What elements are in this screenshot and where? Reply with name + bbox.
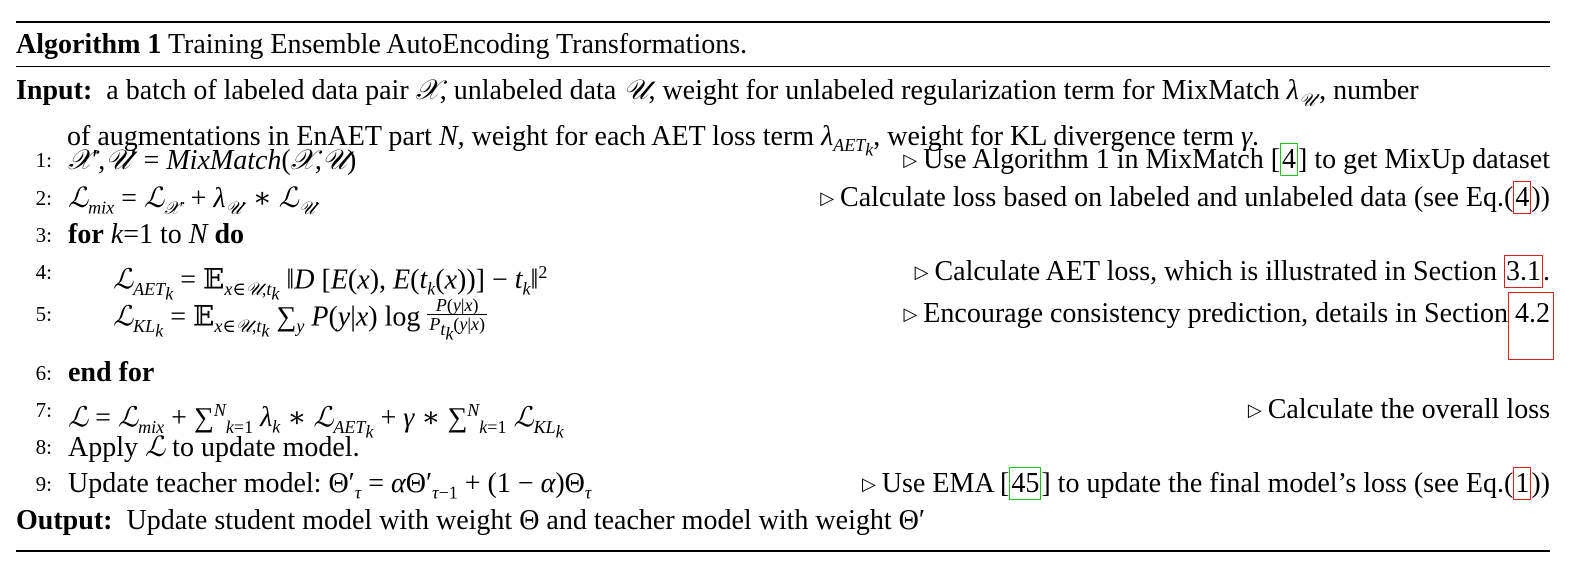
input-text: , unlabeled data [439, 75, 617, 106]
comment-triangle-icon: ▷ [1247, 400, 1262, 420]
comment-triangle-icon: ▷ [861, 474, 876, 494]
step-end-for: end for [68, 357, 155, 388]
equation-link[interactable]: 1 [1515, 468, 1530, 499]
comment-triangle-icon: ▷ [903, 304, 918, 324]
comment-triangle-icon: ▷ [903, 150, 918, 170]
algorithm-step [0, 142, 1594, 178]
line-number: 5: [35, 302, 52, 326]
caption-rule [16, 66, 1550, 67]
line-number: 3: [35, 223, 52, 247]
step-comment: ▷ Use Algorithm 1 in MixMatch [4] to get MixUp dataset [903, 144, 1550, 175]
math-N: N [438, 120, 458, 152]
input-text: , weight for unlabeled regularization term for MixMatch [648, 75, 1280, 106]
section-link[interactable]: 4.2 [1515, 298, 1550, 329]
step-comment: ▷ Use EMA [45] to update the final model’s loss (see Eq.(1)) [861, 468, 1550, 499]
algorithm-step [0, 180, 1594, 219]
output-text: Update student model with weight [126, 505, 513, 536]
step-comment: ▷ Calculate loss based on labeled and unlabeled data (see Eq.(4)) [820, 182, 1550, 213]
algorithm-step [0, 429, 1594, 465]
math-lambda-u: $\lambda_{𝒰'}$ [1286, 75, 1320, 111]
line-number: 8: [35, 435, 52, 459]
algorithm-step [0, 355, 1594, 391]
math-U: 𝒰 [623, 73, 649, 106]
input-text: , weight for each AET loss term [457, 120, 815, 152]
step-math: ℒ = ℒ$_{mix}$ + ∑$^N_{k=1}$ $\lambda_k$ ∗ ℒ$_{AET_k}$ + γ ∗ ∑$^N_{k=1}$ ℒ$_{KL_k}$ [68, 400, 564, 442]
citation-link[interactable]: 4 [1282, 144, 1297, 175]
math-gamma: γ [1240, 120, 1253, 152]
step-math: ℒ$_{AET_k}$ = 𝔼$_{x\in 𝒰,t_k}$ ‖D [E(x), $E(t_k(x))$] − $t_k‖^2$ [113, 262, 548, 304]
algorithm-step [0, 466, 1594, 502]
input-label: Input: [16, 75, 93, 106]
equation-link[interactable]: 4 [1515, 182, 1530, 213]
top-rule [16, 21, 1550, 23]
line-number: 6: [35, 361, 52, 385]
output-text: and teacher model with weight [546, 505, 892, 536]
comment-triangle-icon: ▷ [820, 188, 835, 208]
citation-link[interactable]: 45 [1011, 468, 1040, 499]
line-number: 2: [35, 186, 52, 210]
step-math: ℒ$_{mix}$ = ℒ$_{𝒳'}$ + $\lambda_{𝒰'}$ ∗ ℒ$_{𝒰'}$ [68, 181, 319, 219]
step-text: Update teacher model: $\Theta'_\tau = \alpha\Theta'_{\tau-1} + (1 - \alpha)\Theta_\tau$ [68, 468, 592, 503]
algorithm-caption [16, 29, 747, 61]
input-text: a batch of labeled data pair [106, 75, 409, 106]
comment-triangle-icon: ▷ [914, 262, 929, 282]
step-text: Apply ℒ to update model. [68, 430, 360, 463]
input-text: , weight for KL divergence term [873, 120, 1234, 152]
input-text: , number [1319, 75, 1419, 106]
algorithm-step [0, 254, 1594, 304]
step-math: ℒ$_{KL_k}$ = 𝔼$_{x\in 𝒰,t_k}$ $\sum_y$ P(y|x) log $\frac{P(y|x)}{P_{t_k}(y|x)}$ [113, 295, 486, 344]
section-link-box [1508, 292, 1554, 360]
line-number: 7: [35, 398, 52, 422]
output-section: Output: Update student model with weight Θ and teacher model with weight Θ′ [16, 505, 925, 536]
output-label: Output: [16, 505, 113, 536]
line-number: 1: [35, 148, 52, 172]
input-section: Input: a batch of labeled data pair 𝒳, unlabeled data 𝒰, weight for unlabeled regularization term for MixMatch $\lambda_{𝒰'}$, number of augmentations in EnAET part N, weight for each AET loss term $\lambda_{AET_k}$, weight for KL divergence term γ. [16, 73, 1419, 160]
algorithm-step [0, 295, 1594, 344]
bottom-rule [16, 550, 1550, 552]
algorithm-label: Algorithm 1 [16, 29, 162, 60]
algorithm-step [0, 392, 1594, 442]
line-number: 4: [35, 260, 52, 284]
math-X: 𝒳 [415, 73, 440, 106]
step-for-header: for k=1 to N do [68, 219, 245, 250]
input-text: of augmentations in EnAET part [67, 120, 432, 152]
line-number: 9: [35, 472, 52, 496]
math-lambda-aet: $\lambda_{AET_k}$ [821, 120, 874, 160]
algorithm-step [0, 217, 1594, 253]
step-comment: ▷ Encourage consistency prediction, details in Section 4.2 [903, 298, 1550, 329]
step-math: 𝒳′,𝒰′ = MixMatch(𝒳,𝒰) [68, 143, 357, 176]
algorithm-title: Training Ensemble AutoEncoding Transformations. [167, 29, 748, 60]
step-comment: ▷ Calculate AET loss, which is illustrated in Section 3.1. [914, 256, 1550, 287]
step-comment: ▷ Calculate the overall loss [1247, 394, 1550, 425]
section-link[interactable]: 3.1 [1506, 256, 1541, 287]
